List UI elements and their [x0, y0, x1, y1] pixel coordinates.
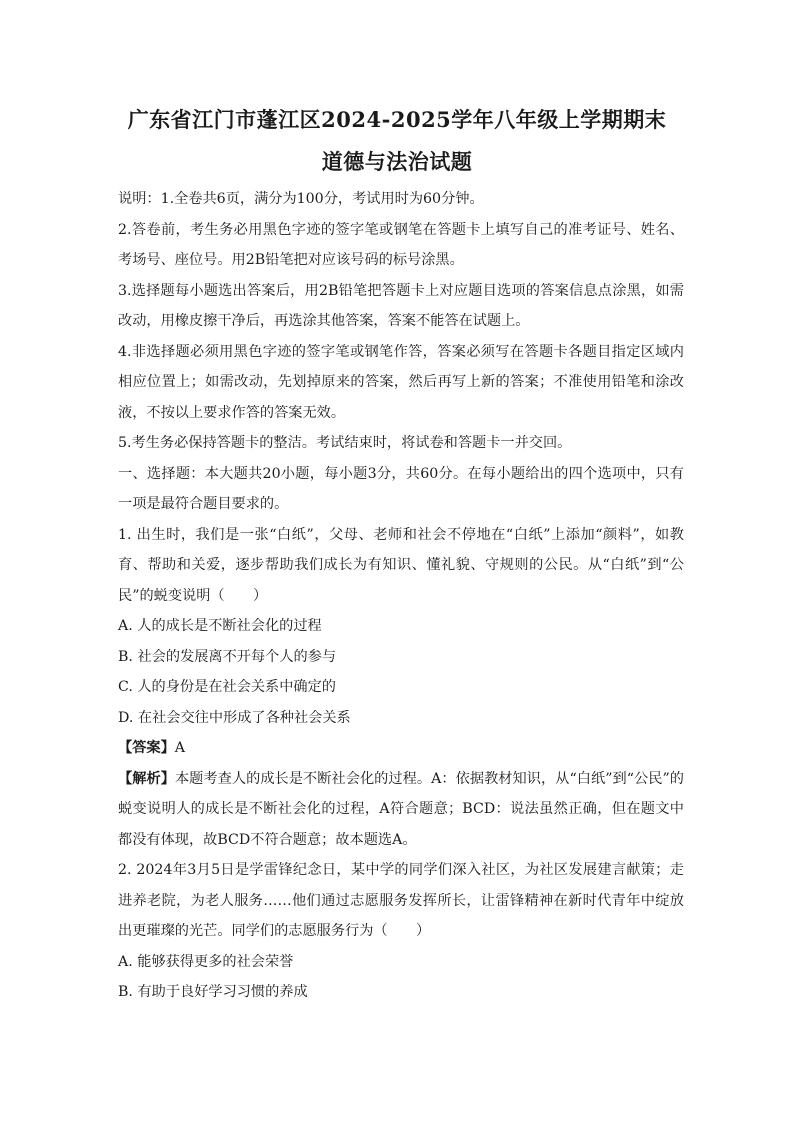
question-1-option-b: B. 社会的发展离不开每个人的参与: [118, 648, 337, 665]
answer-label: 【答案】: [118, 740, 175, 756]
question-1-stem: 1. 出生时，我们是一张“白纸”，父母、老师和社会不停地在“白纸”上添加“颜料”，如教育、帮助和关爱，逐步帮助我们成长为有知识、懂礼貌、守规则的公民。从“白纸”到“公民”的蜕变说明（ ）: [118, 526, 684, 604]
exam-content: [118, 184, 684, 1008]
analysis-label: 【解析】: [118, 770, 175, 787]
question-1-analysis: [118, 764, 684, 856]
analysis-text: 本题考查人的成长是不断社会化的过程。A：依据教材知识，从“白纸”到“公民”的蜕变说明人的成长是不断社会化的过程，A符合题意；BCD：说法虽然正确，但在题文中都没有体现，故BCD不符合题意；故本题选A。: [118, 770, 684, 848]
question-1-option-d: D. 在社会交往中形成了各种社会关系: [118, 709, 351, 726]
exam-title-line2: 道德与法治试题: [321, 149, 473, 174]
instruction-4: 4.非选择题必须用黑色字迹的签字笔或钢笔作答，答案必须写在答题卡各题目指定区域内相应位置上；如需改动，先划掉原来的答案，然后再写上新的答案；不准使用铅笔和涂改液，不按以上要求作答的答案无效。: [118, 343, 684, 421]
question-1-option-a: A. 人的成长是不断社会化的过程: [118, 618, 322, 634]
instruction-1: 说明：1.全卷共6页，满分为100分，考试用时为60分钟。: [118, 191, 484, 207]
question-1-answer: [118, 733, 684, 764]
question-1-option-c: C. 人的身份是在社会关系中确定的: [118, 679, 336, 695]
question-2-stem: 2. 2024年3月5日是学雷锋纪念日，某中学的同学们深入社区，为社区发展建言献策；走进养老院，为老人服务……他们通过志愿服务发挥所长，让雷锋精神在新时代青年中绽放出更璀璨的光芒。同学们的志愿服务行为（ ）: [118, 862, 684, 939]
question-2-option-a: A. 能够获得更多的社会荣誉: [118, 953, 294, 970]
instruction-3: 3.选择题每小题选出答案后，用2B铅笔把答题卡上对应题目选项的答案信息点涂黑，如需改动，用橡皮擦干净后，再选涂其他答案，答案不能答在试题上。: [118, 282, 684, 329]
exam-title-line1: 广东省江门市蓬江区2024-2025学年八年级上学期期末: [127, 107, 667, 132]
section-heading: 一、选择题：本大题共20小题，每小题3分，共60分。在每小题给出的四个选项中，只有一项是最符合题目要求的。: [118, 465, 684, 512]
answer-value: A: [174, 740, 186, 756]
instruction-5: 5.考生务必保持答题卡的整洁。考试结束时，将试卷和答题卡一并交回。: [118, 435, 572, 451]
question-2-option-b: B. 有助于良好学习习惯的养成: [118, 984, 308, 1000]
instruction-2: 2.答卷前，考生务必用黑色字迹的签字笔或钢笔在答题卡上填写自己的准考证号、姓名、考场号、座位号。用2B铅笔把对应该号码的标号涂黑。: [118, 221, 684, 268]
